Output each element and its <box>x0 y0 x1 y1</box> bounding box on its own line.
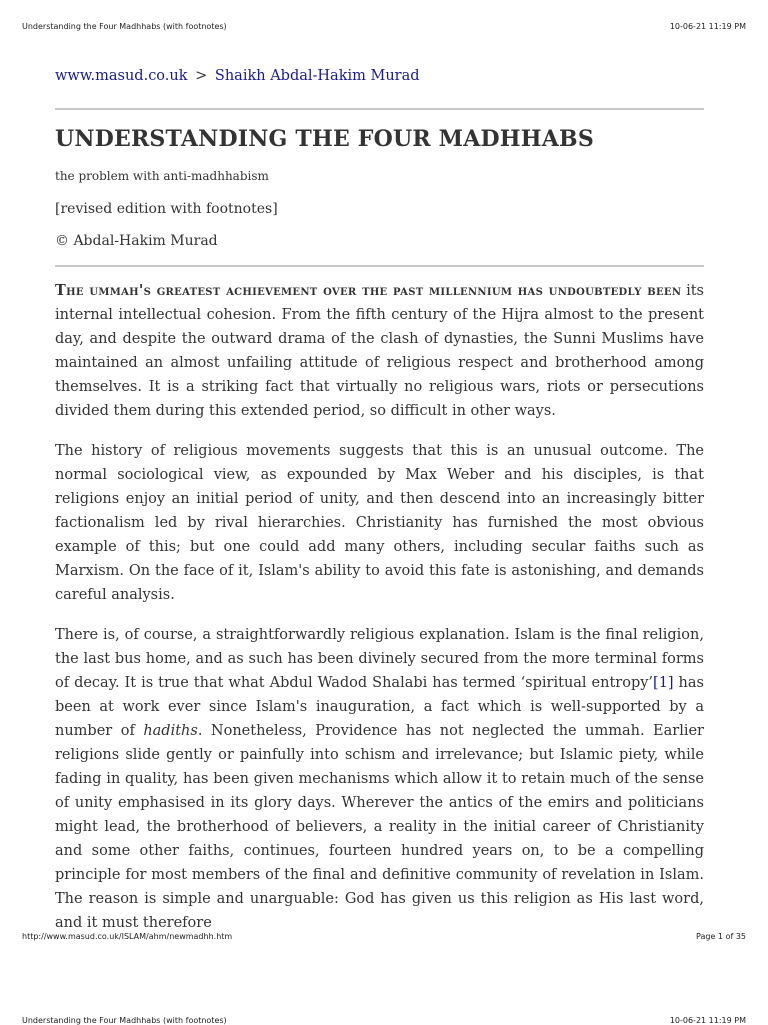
top-divider <box>55 108 704 110</box>
breadcrumb-home-link[interactable]: www.masud.co.uk <box>55 68 188 84</box>
page-content <box>55 68 704 951</box>
paragraph-1 <box>55 279 704 423</box>
page-subtitle: the problem with anti-madhhabism <box>55 169 269 183</box>
print-footer-page: Page 1 of 35 <box>696 932 746 941</box>
header-divider <box>55 265 704 267</box>
paragraph-3-text-c: . Nonetheless, Providence has not neglected the ummah. Earlier religions slide gently or painfully into schism and irrelevance; but Islamic piety, while fading in quality, has been given mechanisms which allow it to retain much of the sense of unity emphasised in its glory days. Wherever the antics of the emirs and politicians might lead, the brotherhood of believers, a reality in the initial career of Christianity and some other faiths, continues, fourteen hundred years on, to be a compelling principle for most members of the final and definitive community of revelation in Islam. The reason is simple and unarguable: God has given us this religion as His last word, and it must therefore <box>55 723 704 931</box>
print-footer-url: http://www.masud.co.uk/ISLAM/ahm/newmadhh.htm <box>22 932 233 941</box>
next-page-header-datetime: 10-06-21 11:19 PM <box>669 1016 746 1025</box>
paragraph-2: The history of religious movements suggests that this is an unusual outcome. The normal sociological view, as expounded by Max Weber and his disciples, is that religions enjoy an initial period of unity, and then descend into an increasingly bitter factionalism led by rival hierarchies. Christianity has furnished the most obvious example of this; but one could add many others, including secular faiths such as Marxism. On the face of it, Islam's ability to avoid this fate is astonishing, and demands careful analysis. <box>55 443 704 603</box>
copyright-notice: © Abdal-Hakim Murad <box>55 233 218 249</box>
paragraph-3-text-b: has been at work ever since Islam's inauguration, a fact which is well-supported by a number of <box>55 675 704 739</box>
print-header-datetime: 10-06-21 11:19 PM <box>669 22 746 31</box>
edition-note: [revised edition with footnotes] <box>55 201 278 217</box>
print-footer <box>22 932 746 941</box>
print-header-title: Understanding the Four Madhhabs (with footnotes) <box>22 22 227 31</box>
article-body <box>55 279 704 935</box>
paragraph-3 <box>55 623 704 935</box>
breadcrumb-separator: > <box>195 68 208 84</box>
next-page-header-title: Understanding the Four Madhhabs (with footnotes) <box>22 1016 227 1025</box>
print-header <box>22 22 746 31</box>
paragraph-1-text: its internal intellectual cohesion. From the fifth century of the Hijra almost to the present day, and despite the outward drama of the clash of dynasties, the Sunni Muslims have maintained an almost unfailing attitude of religious respect and brotherhood among themselves. It is a striking fact that virtually no religious wars, riots or persecutions divided them during this extended period, so difficult in other ways. <box>55 283 704 419</box>
paragraph-1-lead: The ummah's greatest achievement over the past millennium has undoubtedly been <box>55 282 682 299</box>
footnote-link-1[interactable]: [1] <box>653 675 674 691</box>
breadcrumb-section-link[interactable]: Shaikh Abdal-Hakim Murad <box>214 68 420 84</box>
paragraph-3-emphasis: hadiths <box>143 723 198 739</box>
page-title: UNDERSTANDING THE FOUR MADHHABS <box>55 126 594 152</box>
breadcrumb <box>55 68 704 92</box>
paragraph-3-text-a: There is, of course, a straightforwardly religious explanation. Islam is the final religion, the last bus home, and as such has been divinely secured from the more terminal forms of decay. It is true that what Abdul Wadod Shalabi has termed ‘spiritual entropy’ <box>55 627 704 691</box>
